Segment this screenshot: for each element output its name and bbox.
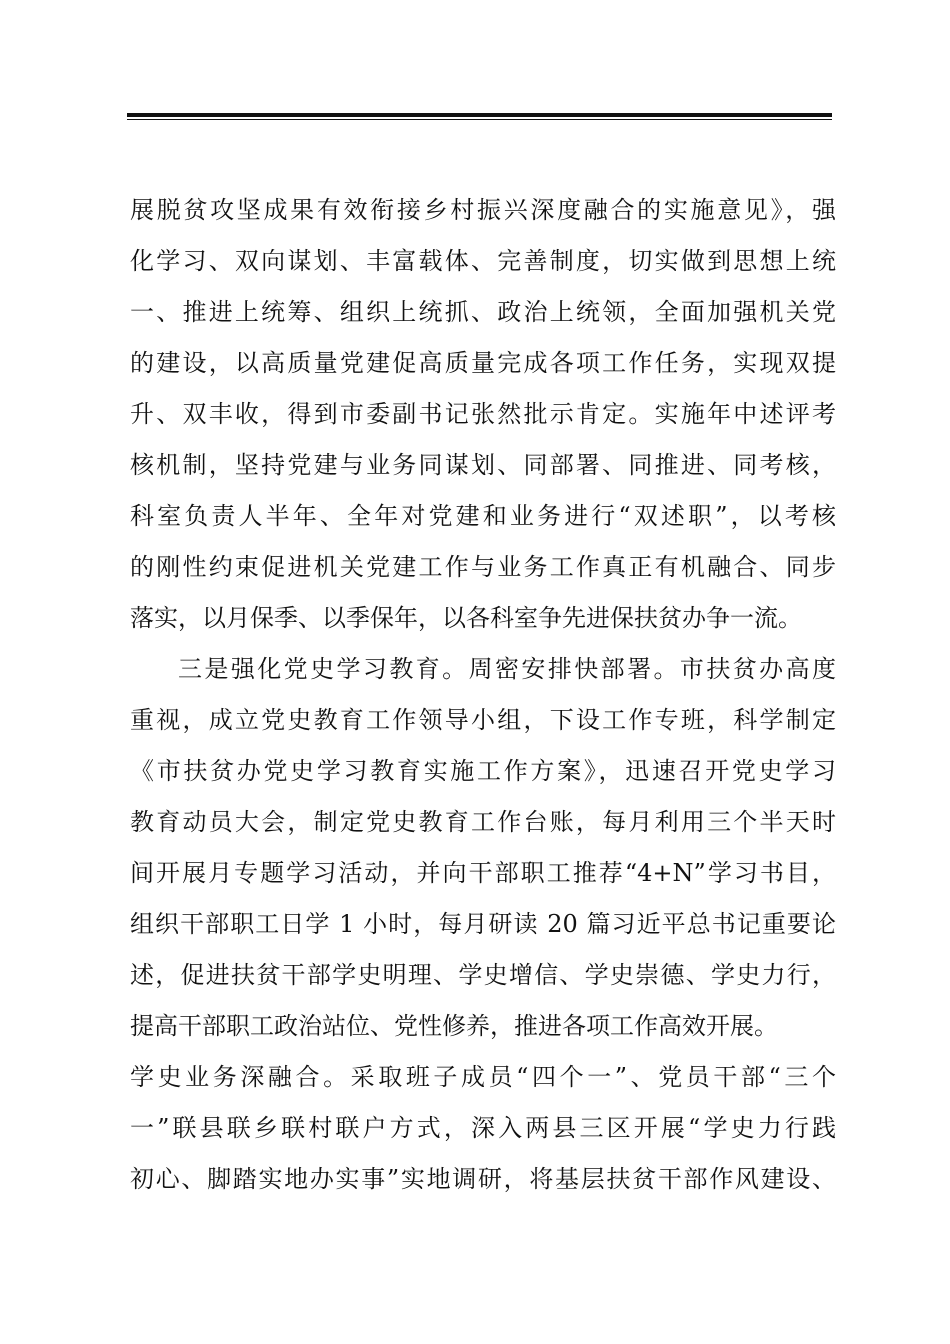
text-line: 间开展月专题学习活动，并向干部职工推荐“4+N”学习书目， bbox=[130, 859, 836, 887]
text-line: 的建设，以高质量党建促高质量完成各项工作任务，实现双提 bbox=[130, 349, 836, 377]
text-line: 述，促进扶贫干部学史明理、学史增信、学史崇德、学史力行， bbox=[130, 961, 836, 989]
header-rule-thick bbox=[127, 113, 832, 117]
text-line: 科室负责人半年、全年对党建和业务进行“双述职”，以考核 bbox=[130, 502, 836, 530]
text-line: 组织干部职工日学 1 小时，每月研读 20 篇习近平总书记重要论 bbox=[130, 910, 836, 938]
text-line: 升、双丰收，得到市委副书记张然批示肯定。实施年中述评考 bbox=[130, 400, 836, 428]
text-line: 学史业务深融合。采取班子成员“四个一”、党员干部“三个 bbox=[130, 1063, 836, 1091]
text-line: 落实，以月保季、以季保年，以各科室争先进保扶贫办争一流。 bbox=[130, 604, 802, 632]
header-rule-thin bbox=[127, 119, 832, 120]
text-line: 提高干部职工政治站位、党性修养，推进各项工作高效开展。 bbox=[130, 1012, 778, 1040]
paragraph-first-line: 三是强化党史学习教育。周密安排快部署。市扶贫办高度 bbox=[178, 655, 836, 683]
text-line: 展脱贫攻坚成果有效衔接乡村振兴深度融合的实施意见》，强 bbox=[130, 196, 836, 224]
text-line: 一、推进上统筹、组织上统抓、政治上统领，全面加强机关党 bbox=[130, 298, 836, 326]
text-line: 的刚性约束促进机关党建工作与业务工作真正有机融合、同步 bbox=[130, 553, 836, 581]
text-line: 重视，成立党史教育工作领导小组，下设工作专班，科学制定 bbox=[130, 706, 836, 734]
text-line: 《市扶贫办党史学习教育实施工作方案》，迅速召开党史学习 bbox=[130, 757, 836, 785]
text-line: 初心、脚踏实地办实事”实地调研，将基层扶贫干部作风建设、 bbox=[130, 1165, 836, 1193]
text-line: 核机制，坚持党建与业务同谋划、同部署、同推进、同考核， bbox=[130, 451, 836, 479]
text-line: 一”联县联乡联村联户方式，深入两县三区开展“学史力行践 bbox=[130, 1114, 836, 1142]
text-line: 教育动员大会，制定党史教育工作台账，每月利用三个半天时 bbox=[130, 808, 836, 836]
document-body bbox=[130, 185, 836, 1205]
text-line: 化学习、双向谋划、丰富载体、完善制度，切实做到思想上统 bbox=[130, 247, 836, 275]
